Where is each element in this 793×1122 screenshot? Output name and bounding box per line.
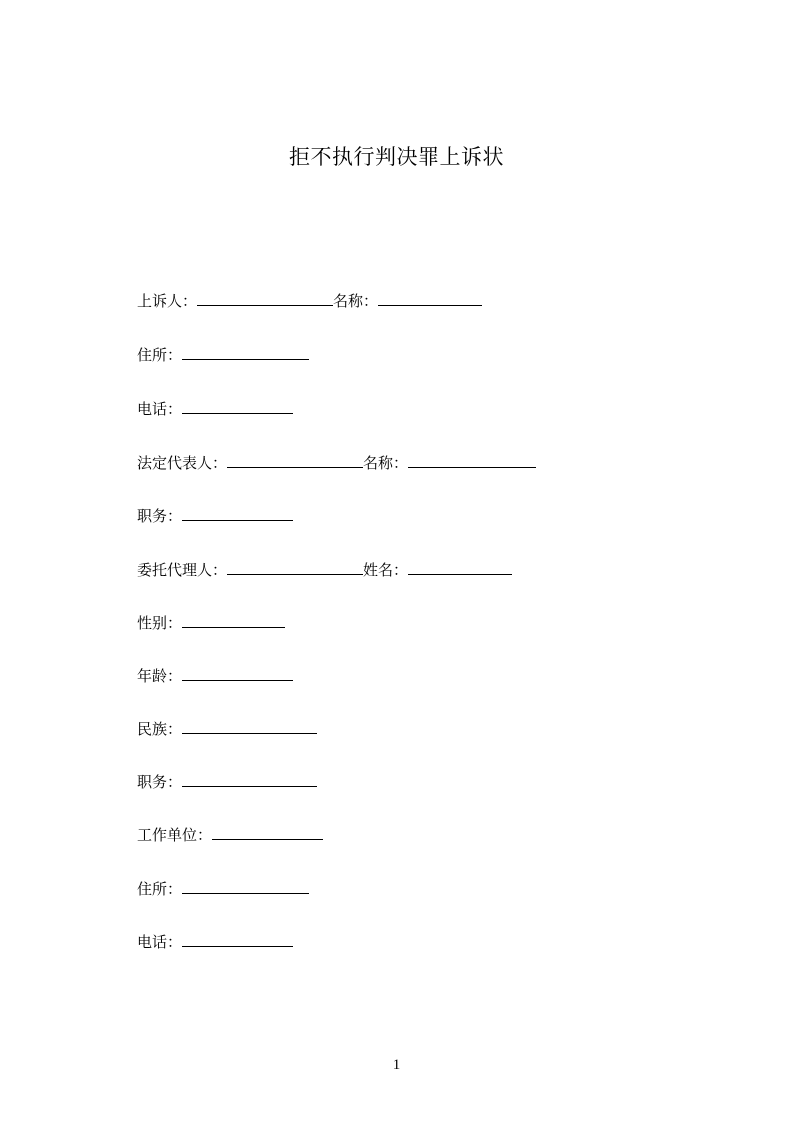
fill-blank[interactable]	[182, 716, 317, 734]
document-title: 拒不执行判决罪上诉状	[289, 145, 504, 169]
fill-blank[interactable]	[182, 769, 317, 787]
field-label: 住所：	[137, 346, 183, 364]
field-legal-representative	[137, 450, 536, 474]
field-domicile	[137, 342, 309, 366]
fill-blank[interactable]	[182, 503, 293, 521]
field-position	[137, 503, 293, 527]
page-number: 1	[392, 1057, 401, 1073]
field-label: 上诉人：	[137, 292, 198, 310]
fill-blank[interactable]	[212, 822, 323, 840]
fill-blank[interactable]	[182, 610, 285, 628]
fill-blank[interactable]	[182, 929, 293, 947]
fill-blank[interactable]	[378, 288, 482, 306]
field-gender	[137, 610, 285, 634]
field-ethnicity	[137, 716, 317, 740]
field-position	[137, 769, 317, 793]
field-label: 性别：	[137, 614, 183, 632]
field-label: 电话：	[137, 400, 183, 418]
field-label: 法定代表人：	[137, 454, 228, 472]
fill-blank[interactable]	[227, 450, 363, 468]
field-label: 职务：	[137, 507, 183, 525]
fill-blank[interactable]	[197, 288, 333, 306]
field-label: 名称：	[363, 454, 409, 472]
fill-blank[interactable]	[227, 557, 363, 575]
field-label: 电话：	[137, 933, 183, 951]
field-phone	[137, 929, 293, 953]
field-phone	[137, 396, 293, 420]
field-domicile	[137, 876, 309, 900]
field-agent	[137, 557, 512, 581]
field-label: 住所：	[137, 880, 183, 898]
field-label: 民族：	[137, 720, 183, 738]
fill-blank[interactable]	[182, 876, 309, 894]
fill-blank[interactable]	[182, 396, 293, 414]
field-label: 职务：	[137, 773, 183, 791]
field-age	[137, 663, 293, 687]
field-label: 委托代理人：	[137, 561, 228, 579]
field-label: 年龄：	[137, 667, 183, 685]
fill-blank[interactable]	[182, 663, 293, 681]
fill-blank[interactable]	[182, 342, 309, 360]
field-label: 名称：	[333, 292, 379, 310]
field-work-unit	[137, 822, 323, 846]
field-label: 姓名：	[363, 561, 409, 579]
field-label: 工作单位：	[137, 826, 213, 844]
fill-blank[interactable]	[408, 450, 536, 468]
field-appellant	[137, 288, 482, 312]
fill-blank[interactable]	[408, 557, 512, 575]
